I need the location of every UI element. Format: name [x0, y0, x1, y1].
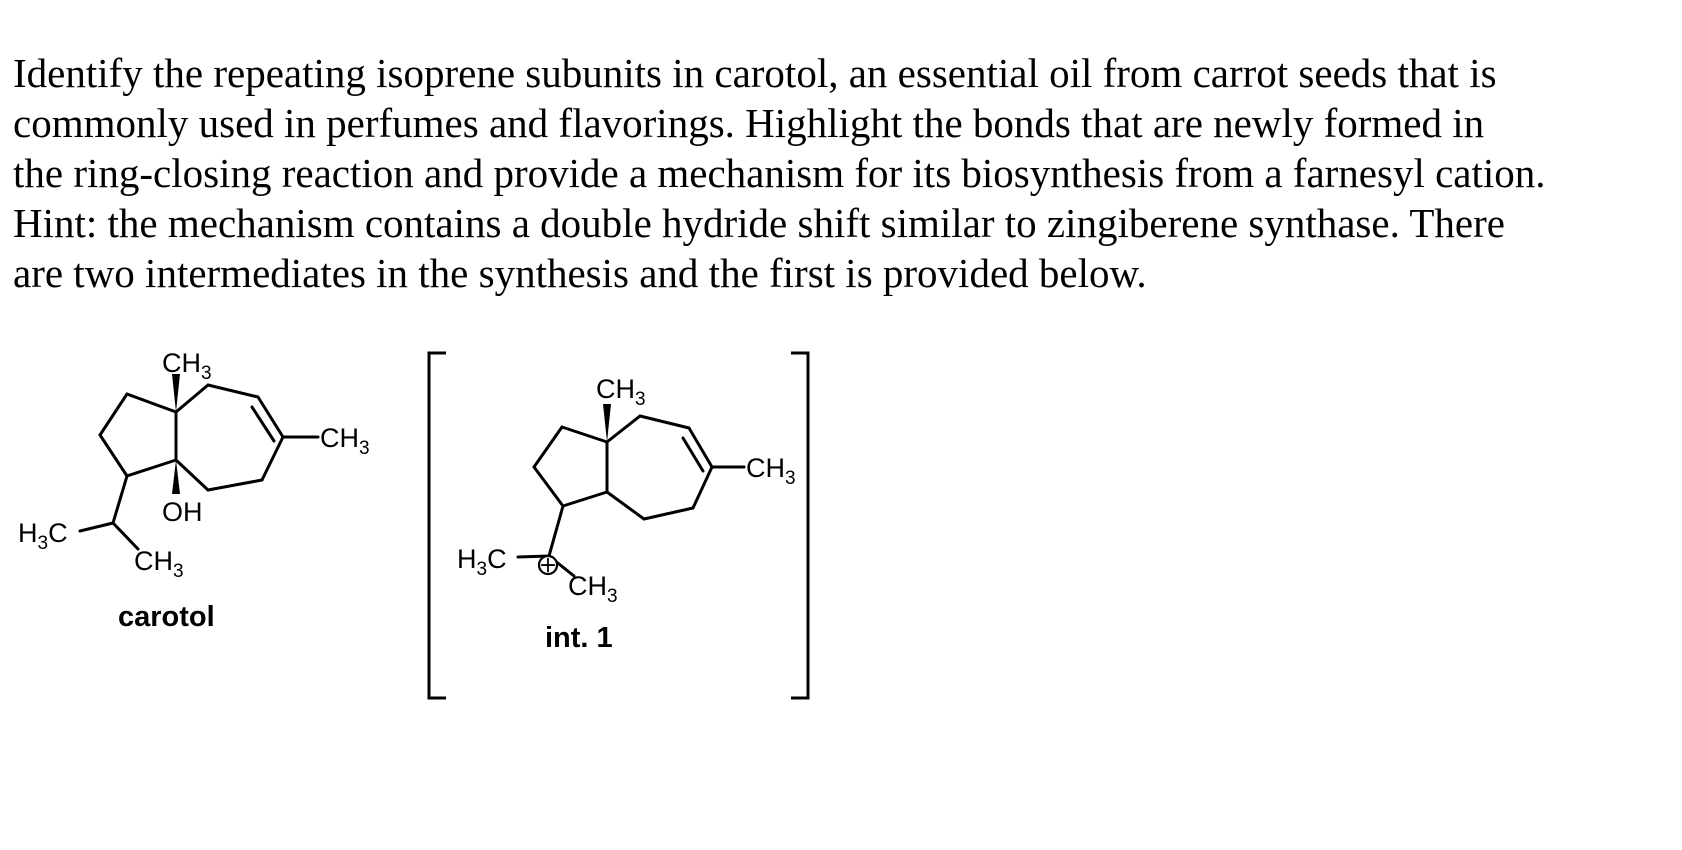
int-bond: [607, 416, 640, 442]
int-bond: [607, 492, 644, 519]
int-bond: [549, 506, 563, 556]
carotol-double-bond: [258, 397, 283, 437]
carotol-methyl-right-label: $CH_3$: [320, 423, 370, 459]
carotol-methyl-top-label: $CH_3$: [162, 348, 212, 384]
carotol-bond: [262, 437, 283, 480]
cation-charge-sign: +: [538, 553, 558, 578]
carotol-double-bond-inner: [252, 407, 274, 441]
carotol-bond: [100, 435, 127, 476]
int-bond: [534, 427, 562, 467]
carotol-isopropyl-right-label: $CH_3$: [134, 546, 184, 582]
carotol-bond: [113, 476, 127, 523]
carotol-bond: [80, 523, 113, 531]
question-line: are two intermediates in the synthesis and the first is provided below.: [13, 250, 1147, 296]
question-line: Identify the repeating isoprene subunits in carotol, an essential oil from carrot seeds that is: [13, 50, 1497, 96]
int-bond: [534, 467, 563, 506]
carotol-bond: [127, 394, 176, 412]
right-bracket: [791, 353, 808, 698]
int-double-bond: [689, 428, 712, 467]
carotol-wedge-hydroxyl: [172, 460, 180, 494]
question-line: commonly used in perfumes and flavorings. Highlight the bonds that are newly formed in: [13, 100, 1485, 146]
carotol-hydroxyl-label: OH: [162, 497, 203, 527]
int-bond: [640, 416, 689, 428]
int-bond: [562, 427, 607, 442]
question-line: the ring-closing reaction and provide a mechanism for its biosynthesis from a farnesyl cation.: [13, 150, 1546, 196]
carotol-isopropyl-left-label: $H_3C$: [18, 518, 68, 554]
int-methyl-right-label: $CH_3$: [746, 453, 796, 489]
int-bond: [693, 467, 712, 508]
intermediate-caption: int. 1: [545, 622, 613, 654]
carotol-bond: [127, 460, 176, 476]
carotol-bond: [208, 480, 262, 490]
intermediate-brackets: [429, 353, 808, 698]
int-isopropyl-left-label: $H_3C$: [457, 544, 507, 580]
carotol-bond: [100, 394, 127, 435]
carotol-bond: [176, 385, 208, 412]
int-isopropyl-right-label: $CH_3$: [568, 571, 618, 607]
carotol-bond: [176, 460, 208, 490]
carotol-caption: carotol: [118, 601, 215, 633]
int-methyl-top-label: $CH_3$: [596, 374, 646, 410]
int-bond: [563, 492, 607, 506]
int-wedge-methyl: [603, 404, 611, 442]
carotol-wedge-methyl: [172, 374, 180, 412]
question-line: Hint: the mechanism contains a double hydride shift similar to zingiberene synthase. There: [13, 200, 1505, 246]
int-bond: [644, 508, 693, 519]
int-double-bond-inner: [683, 438, 703, 471]
left-bracket: [429, 353, 446, 698]
intermediate-structure: [518, 416, 744, 576]
carotol-bond: [208, 385, 258, 397]
